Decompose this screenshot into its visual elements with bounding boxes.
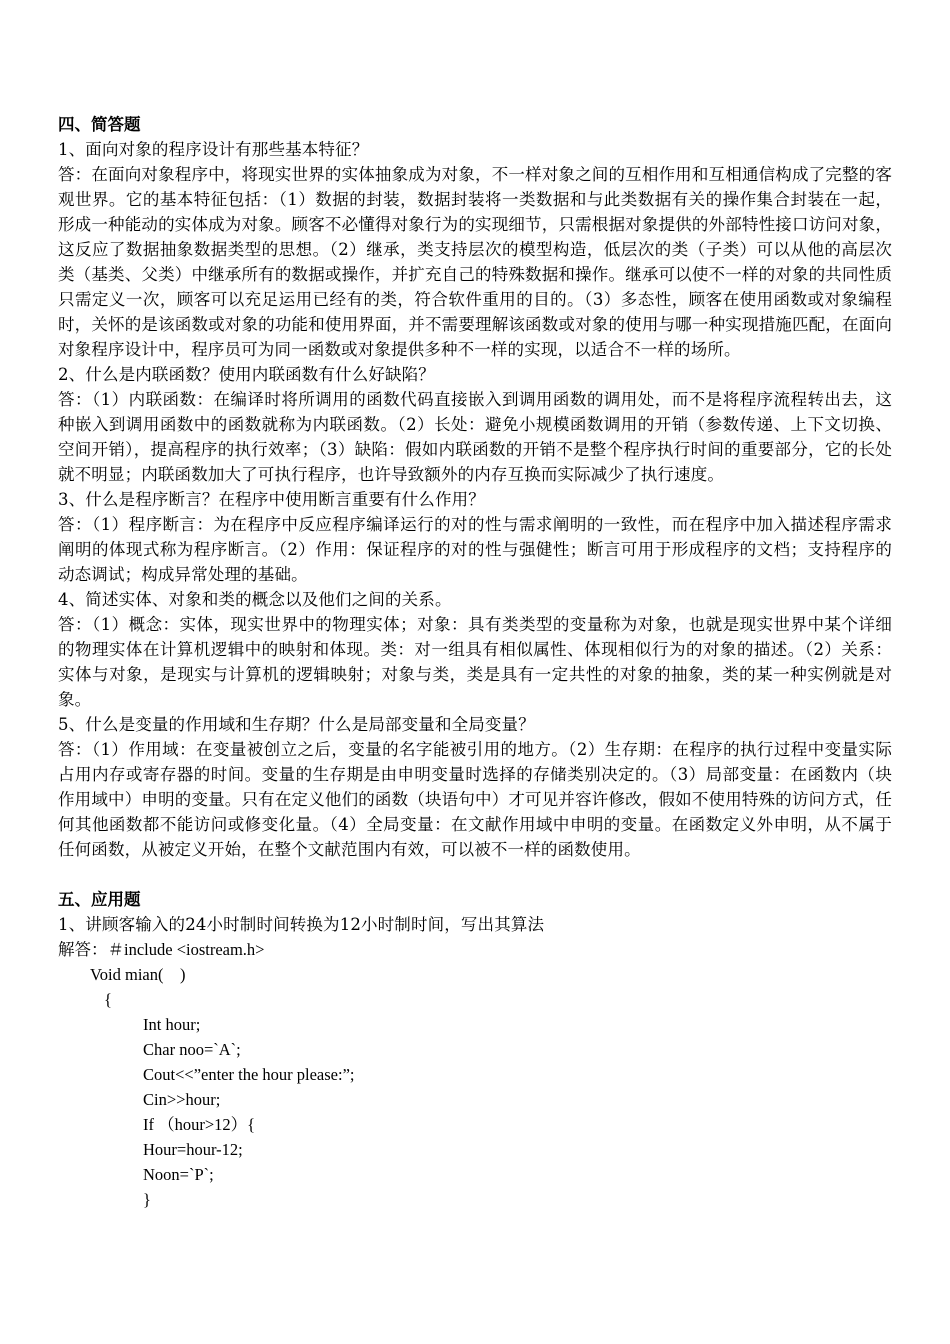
code-line-open-brace: { [104, 990, 112, 1009]
code-line-cin: Cin>>hour; [143, 1090, 221, 1109]
code-block [58, 937, 892, 1212]
code-line-noon-p: Noon=`P`; [143, 1165, 214, 1184]
code-line-char-noon: Char noo=`A`; [143, 1040, 241, 1059]
answer-3: 答：（1）程序断言：为在程序中反应程序编译运行的对的性与需求阐明的一致性，而在程序中加入描述程序需求阐明的体现式称为程序断言。（2）作用：保证程序的对的性与强健性；断言可用于形成程序的文档；支持程序的动态调试；构成异常处理的基础。 [58, 515, 892, 584]
document-page [58, 112, 892, 1212]
question-4: 4、简述实体、对象和类的概念以及他们之间的关系。 [58, 590, 452, 609]
section-spacer [58, 862, 892, 887]
answer-4: 答：（1）概念：实体，现实世界中的物理实体；对象：具有类类型的变量称为对象，也就是现实世界中某个详细的物理实体在计算机逻辑中的映射和体现。类：对一组具有相似属性、体现相似行为的对象的描述。（2）关系：实体与对象，是现实与计算机的逻辑映射；对象与类，类是具有一定共性的对象的抽象，类的某一种实例就是对象。 [58, 615, 892, 709]
question-1: 1、面向对象的程序设计有那些基本特征？ [58, 140, 369, 159]
code-line-hour-minus: Hour=hour-12; [143, 1140, 243, 1159]
code-line-main: Void mian( ) [90, 965, 186, 984]
application-question-1: 1、讲顾客输入的24小时制时间转换为12小时制时间，写出其算法 [58, 915, 545, 934]
code-line-close-brace: } [143, 1190, 151, 1209]
answer-2: 答：（1）内联函数：在编译时将所调用的函数代码直接嵌入到调用函数的调用处，而不是将程序流程转出去，这种嵌入到调用函数中的函数就称为内联函数。（2）长处：避免小规模函数调用的开销（参数传递、上下文切换、空间开销），提高程序的执行效率；（3）缺陷：假如内联函数的开销不是整个程序执行时间的重要部分，它的长处就不明显；内联函数加大了可执行程序，也许导致额外的内存互换而实际减少了执行速度。 [58, 390, 892, 484]
question-2: 2、什么是内联函数？使用内联函数有什么好缺陷？ [58, 365, 435, 384]
question-3: 3、什么是程序断言？在程序中使用断言重要有什么作用？ [58, 490, 485, 509]
code-line-if: If （hour>12）{ [143, 1115, 256, 1134]
code-line-cout: Cout<<”enter the hour please:”; [143, 1065, 355, 1084]
answer-1: 答：在面向对象程序中，将现实世界的实体抽象成为对象，不一样对象之间的互相作用和互相通信构成了完整的客观世界。它的基本特征包括：（1）数据的封装，数据封装将一类数据和与此类数据有关的操作集合封装在一起，形成一种能动的实体成为对象。顾客不必懂得对象行为的实现细节，只需根据对象提供的外部特性接口访问对象，这反应了数据抽象数据类型的思想。（2）继承，类支持层次的模型构造，低层次的类（子类）可以从他的高层次类（基类、父类）中继承所有的数据或操作，并扩充自己的特殊数据和操作。继承可以使不一样的对象的共同性质只需定义一次，顾客可以充足运用已经有的类，符合软件重用的目的。（3）多态性，顾客在使用函数或对象编程时，关怀的是该函数或对象的功能和使用界面，并不需要理解该函数或对象的使用与哪一种实现措施匹配，在面向对象程序设计中，程序员可为同一函数或对象提供多种不一样的实现，以适合不一样的场所。 [58, 165, 892, 359]
question-5: 5、什么是变量的作用域和生存期？什么是局部变量和全局变量？ [58, 715, 535, 734]
section-4-heading: 四、简答题 [58, 115, 141, 134]
code-line-int-hour: Int hour; [143, 1015, 201, 1034]
answer-5: 答：（1）作用域：在变量被创立之后，变量的名字能被引用的地方。（2）生存期：在程序的执行过程中变量实际占用内存或寄存器的时间。变量的生存期是由申明变量时选择的存储类别决定的。（3）局部变量：在函数内（块作用域中）申明的变量。只有在定义他们的函数（块语句中）才可见并容许修改，假如不使用特殊的访问方式，任何其他函数都不能访问或修变化量。（4）全局变量：在文献作用域中申明的变量。在函数定义外申明，从不属于任何函数，从被定义开始，在整个文献范围内有效，可以被不一样的函数使用。 [58, 740, 892, 859]
section-5-heading: 五、应用题 [58, 890, 141, 909]
code-line-include: 解答：＃include <iostream.h> [58, 940, 265, 959]
